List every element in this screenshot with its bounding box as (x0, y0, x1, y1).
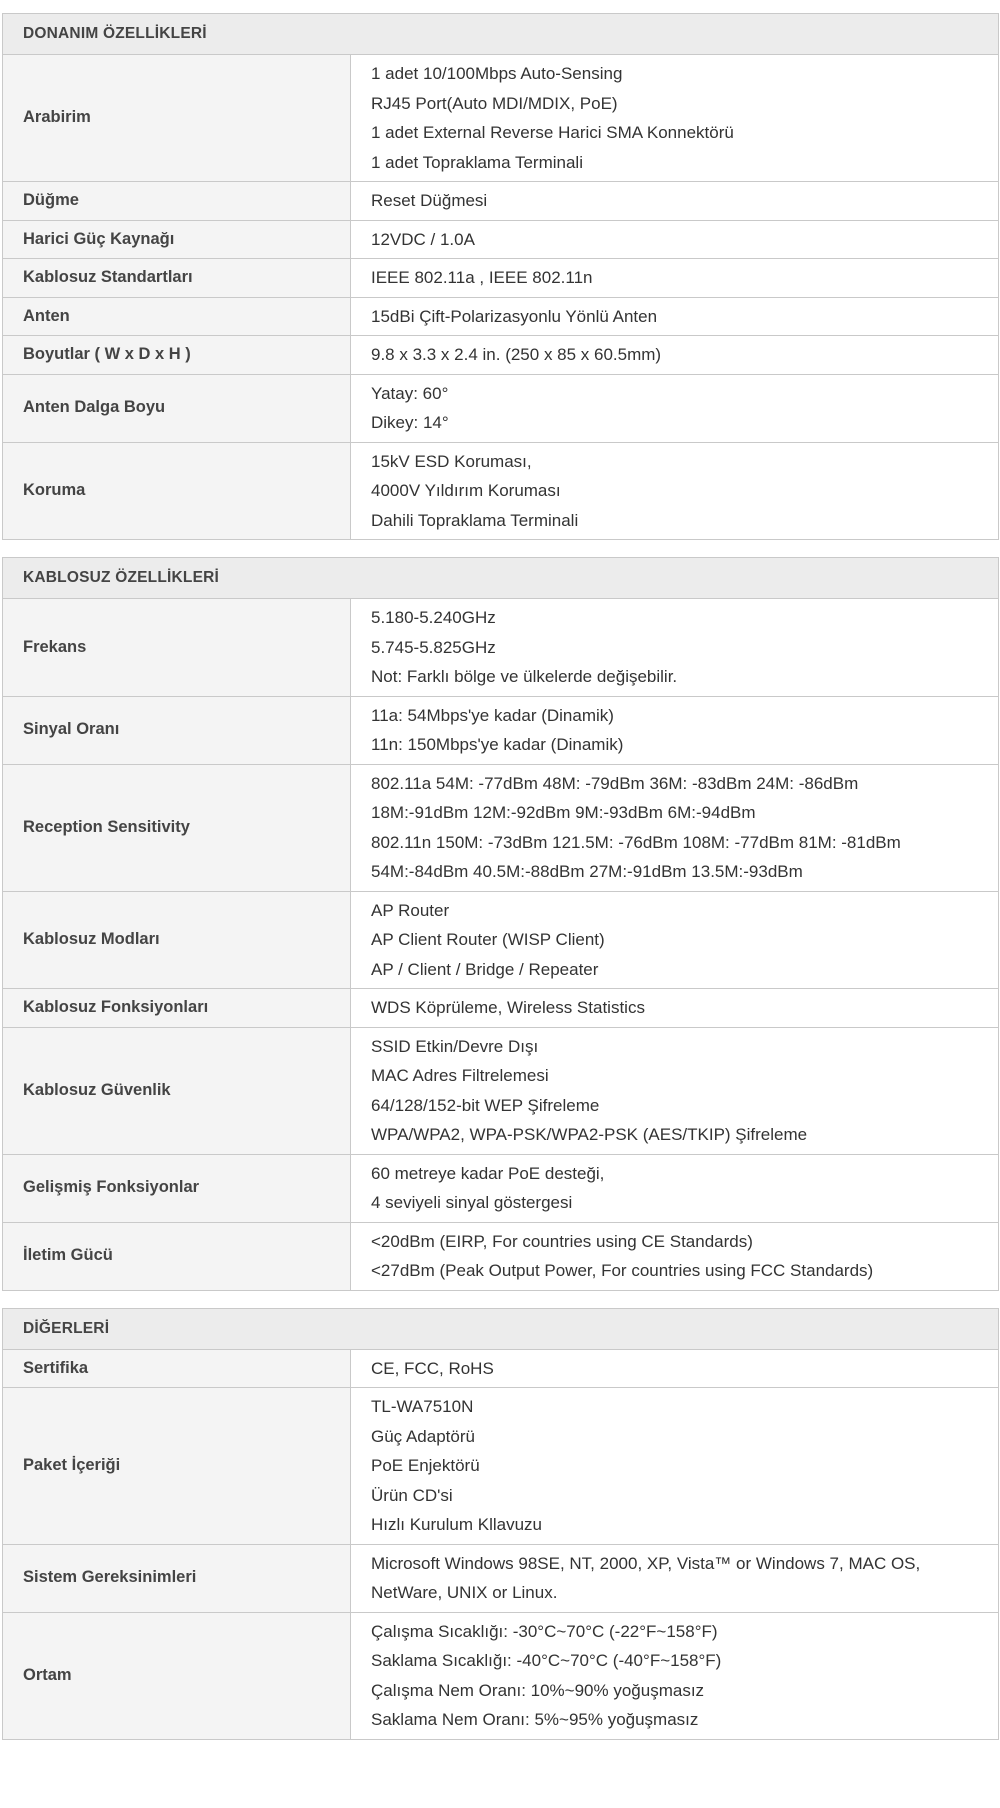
spec-value-line: 54M:-84dBm 40.5M:-88dBm 27M:-91dBm 13.5M:-93dBm (371, 862, 803, 881)
spec-row (3, 442, 999, 540)
spec-value-line: 9.8 x 3.3 x 2.4 in. (250 x 85 x 60.5mm) (371, 345, 662, 364)
spec-value-line: 4000V Yıldırım Koruması (371, 481, 561, 500)
spec-value (351, 259, 999, 298)
spec-label: Düğme (3, 182, 351, 221)
spec-label: Kablosuz Güvenlik (3, 1027, 351, 1154)
spec-value-line: CE, FCC, RoHS (371, 1358, 494, 1378)
spec-value (351, 1027, 999, 1154)
spec-value-line: WDS Köprüleme, Wireless Statistics (371, 998, 645, 1017)
spec-value-line: Not: Farklı bölge ve ülkelerde değişebilir. (371, 667, 678, 686)
spec-row (3, 891, 999, 989)
spec-value (351, 891, 999, 989)
spec-value-line: PoE Enjektörü (371, 1456, 480, 1475)
spec-value-line: 1 adet 10/100Mbps Auto-Sensing (371, 64, 623, 83)
spec-value (351, 696, 999, 764)
spec-value-line: 4 seviyeli sinyal göstergesi (371, 1193, 573, 1212)
spec-value (351, 55, 999, 182)
section-header-row (3, 558, 999, 599)
spec-value-line: 15dBi Çift-Polarizasyonlu Yönlü Anten (371, 306, 658, 326)
spec-value (351, 599, 999, 697)
spec-value-line: 1 adet External Reverse Harici SMA Konnektörü (371, 123, 734, 142)
section-table-others (2, 1308, 999, 1740)
spec-value-line: Çalışma Sıcaklığı: -30°C~70°C (-22°F~158°F) (371, 1621, 718, 1641)
spec-label: Kablosuz Fonksiyonları (3, 989, 351, 1028)
spec-value (351, 297, 999, 336)
spec-row (3, 336, 999, 375)
section-body (3, 599, 999, 1291)
spec-row (3, 696, 999, 764)
spec-value-line: 64/128/152-bit WEP Şifreleme (371, 1095, 600, 1115)
spec-row (3, 259, 999, 298)
section-table-wireless (2, 557, 999, 1291)
spec-row (3, 1612, 999, 1739)
spec-label: Anten (3, 297, 351, 336)
spec-label: İletim Gücü (3, 1222, 351, 1290)
spec-value-line: Reset Düğmesi (371, 191, 488, 210)
spec-label: Anten Dalga Boyu (3, 374, 351, 442)
spec-value-line: Güç Adaptörü (371, 1426, 475, 1446)
spec-value-line: <27dBm (Peak Output Power, For countries using FCC Standards) (371, 1261, 874, 1280)
spec-value (351, 1222, 999, 1290)
spec-value (351, 1612, 999, 1739)
section-title: KABLOSUZ ÖZELLİKLERİ (3, 558, 999, 599)
section-title: DİĞERLERİ (3, 1308, 999, 1349)
spec-row (3, 1222, 999, 1290)
spec-value-line: SSID Etkin/Devre Dışı (371, 1036, 539, 1056)
spec-value-line: 18M:-91dBm 12M:-92dBm 9M:-93dBm 6M:-94dBm (371, 803, 756, 822)
spec-value-line: Saklama Sıcaklığı: -40°C~70°C (-40°F~158°F) (371, 1651, 722, 1670)
spec-value-line: 5.745-5.825GHz (371, 637, 496, 657)
spec-label: Koruma (3, 442, 351, 540)
spec-value (351, 182, 999, 221)
spec-value-line: AP / Client / Bridge / Repeater (371, 959, 599, 979)
spec-value (351, 1349, 999, 1388)
spec-value (351, 1154, 999, 1222)
spec-row (3, 1349, 999, 1388)
spec-label: Frekans (3, 599, 351, 697)
spec-value (351, 442, 999, 540)
spec-row (3, 1388, 999, 1545)
spec-value-line: 11a: 54Mbps'ye kadar (Dinamik) (371, 705, 614, 725)
spec-value-line: AP Router (371, 900, 450, 920)
spec-label: Kablosuz Standartları (3, 259, 351, 298)
spec-value-line: 60 metreye kadar PoE desteği, (371, 1163, 605, 1183)
spec-value (351, 1388, 999, 1545)
spec-value-line: WPA/WPA2, WPA-PSK/WPA2-PSK (AES/TKIP) Şifreleme (371, 1125, 808, 1144)
spec-value-line: 802.11a 54M: -77dBm 48M: -79dBm 36M: -83dBm 24M: -86dBm (371, 773, 859, 793)
section-header-row (3, 14, 999, 55)
spec-value-line: Yatay: 60° (371, 383, 449, 403)
spec-value-line: Saklama Nem Oranı: 5%~95% yoğuşmasız (371, 1710, 699, 1729)
spec-value-line: Hızlı Kurulum Kllavuzu (371, 1515, 543, 1534)
spec-value (351, 374, 999, 442)
spec-value-line: 1 adet Topraklama Terminali (371, 152, 583, 172)
spec-row (3, 297, 999, 336)
spec-row (3, 599, 999, 697)
spec-value-line: AP Client Router (WISP Client) (371, 930, 605, 949)
spec-value-line: Ürün CD'si (371, 1485, 453, 1505)
spec-value-line: NetWare, UNIX or Linux. (371, 1583, 558, 1602)
spec-value-line: Microsoft Windows 98SE, NT, 2000, XP, Vista™ or Windows 7, MAC OS, (371, 1553, 921, 1573)
spec-value (351, 764, 999, 891)
spec-value-line: 15kV ESD Koruması, (371, 451, 532, 471)
section-header-row (3, 1308, 999, 1349)
spec-row (3, 220, 999, 259)
spec-value (351, 336, 999, 375)
spec-value-line: 11n: 150Mbps'ye kadar (Dinamik) (371, 735, 624, 754)
spec-label: Reception Sensitivity (3, 764, 351, 891)
spec-value-line: TL-WA7510N (371, 1397, 474, 1416)
spec-value (351, 220, 999, 259)
spec-label: Sistem Gereksinimleri (3, 1544, 351, 1612)
spec-row (3, 374, 999, 442)
spec-value-line: 802.11n 150M: -73dBm 121.5M: -76dBm 108M: -77dBm 81M: -81dBm (371, 832, 901, 852)
section-table-hardware (2, 13, 999, 540)
spec-label: Ortam (3, 1612, 351, 1739)
spec-label: Gelişmiş Fonksiyonlar (3, 1154, 351, 1222)
spec-value-line: Dikey: 14° (371, 413, 449, 432)
spec-label: Sinyal Oranı (3, 696, 351, 764)
spec-row (3, 1027, 999, 1154)
spec-label: Boyutlar ( W x D x H ) (3, 336, 351, 375)
spec-value-line: Çalışma Nem Oranı: 10%~90% yoğuşmasız (371, 1680, 705, 1700)
spec-value-line: RJ45 Port(Auto MDI/MDIX, PoE) (371, 93, 618, 113)
spec-label: Sertifika (3, 1349, 351, 1388)
spec-value-line: MAC Adres Filtrelemesi (371, 1066, 549, 1085)
spec-row (3, 1544, 999, 1612)
spec-value (351, 1544, 999, 1612)
spec-label: Paket İçeriği (3, 1388, 351, 1545)
spec-value-line: IEEE 802.11a , IEEE 802.11n (371, 268, 593, 287)
spec-label: Arabirim (3, 55, 351, 182)
spec-label: Harici Güç Kaynağı (3, 220, 351, 259)
spec-row (3, 764, 999, 891)
spec-label: Kablosuz Modları (3, 891, 351, 989)
section-title: DONANIM ÖZELLİKLERİ (3, 14, 999, 55)
spec-value-line: 12VDC / 1.0A (371, 229, 475, 249)
spec-row (3, 55, 999, 182)
spec-value (351, 989, 999, 1028)
spec-row (3, 182, 999, 221)
spec-row (3, 1154, 999, 1222)
spec-value-line: 5.180-5.240GHz (371, 608, 496, 627)
spec-value-line: Dahili Topraklama Terminali (371, 510, 579, 530)
spec-value-line: <20dBm (EIRP, For countries using CE Standards) (371, 1231, 753, 1251)
spec-row (3, 989, 999, 1028)
section-body (3, 1349, 999, 1739)
section-body (3, 55, 999, 540)
